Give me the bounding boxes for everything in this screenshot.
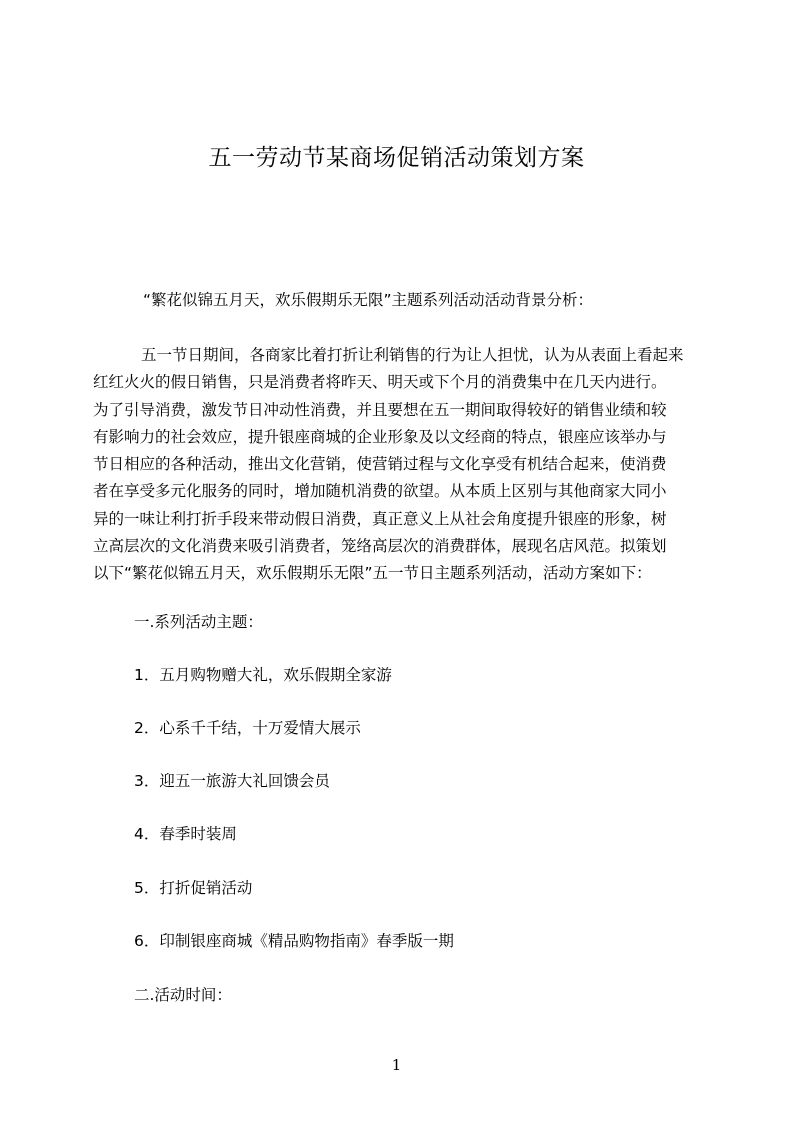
paragraph-line: 有影响力的社会效应，提升银座商城的企业形象及以文经商的特点，银座应该举办与 xyxy=(93,427,667,446)
theme-list-item: 6．印制银座商城《精品购物指南》春季版一期 xyxy=(134,932,454,950)
theme-list-item: 3．迎五一旅游大礼回馈会员 xyxy=(134,772,330,790)
paragraph-line: 立高层次的文化消费来吸引消费者，笼络高层次的消费群体，展现名店风范。拟策划 xyxy=(93,537,667,556)
paragraph-line: 以下“繁花似锦五月天，欢乐假期乐无限”五一节日主题系列活动，活动方案如下： xyxy=(93,564,652,583)
paragraph-line: 红红火火的假日销售，只是消费者将昨天、明天或下个月的消费集中在几天内进行。 xyxy=(93,373,667,392)
paragraph-line: 五一节日期间，各商家比着打折让利销售的行为让人担忧，认为从表面上看起来 xyxy=(141,346,684,364)
theme-heading: “繁花似锦五月天，欢乐假期乐无限”主题系列活动活动背景分析： xyxy=(143,291,594,309)
section-heading-time: 二.活动时间： xyxy=(134,986,232,1004)
paragraph-line: 异的一味让利打折手段来带动假日消费，真正意义上从社会角度提升银座的形象，树 xyxy=(93,509,667,528)
theme-list-item: 2．心系千千结，十万爱情大展示 xyxy=(134,719,361,737)
page-number: 1 xyxy=(391,1056,402,1074)
paragraph-line: 为了引导消费，激发节日冲动性消费，并且要想在五一期间取得较好的销售业绩和较 xyxy=(93,400,667,419)
paragraph-line: 者在享受多元化服务的同时，增加随机消费的欲望。从本质上区别与其他商家大同小 xyxy=(93,482,667,501)
section-heading-themes: 一.系列活动主题： xyxy=(134,613,263,631)
paragraph-line: 节日相应的各种活动，推出文化营销，使营销过程与文化享受有机结合起来，使消费 xyxy=(93,455,667,474)
theme-list-item: 4．春季时装周 xyxy=(134,825,237,843)
theme-list-item: 5．打折促销活动 xyxy=(134,879,253,897)
background-paragraph xyxy=(93,342,705,588)
theme-list-item: 1．五月购物赠大礼，欢乐假期全家游 xyxy=(134,666,392,684)
document-title: 五一劳动节某商场促销活动策划方案 xyxy=(208,145,585,171)
